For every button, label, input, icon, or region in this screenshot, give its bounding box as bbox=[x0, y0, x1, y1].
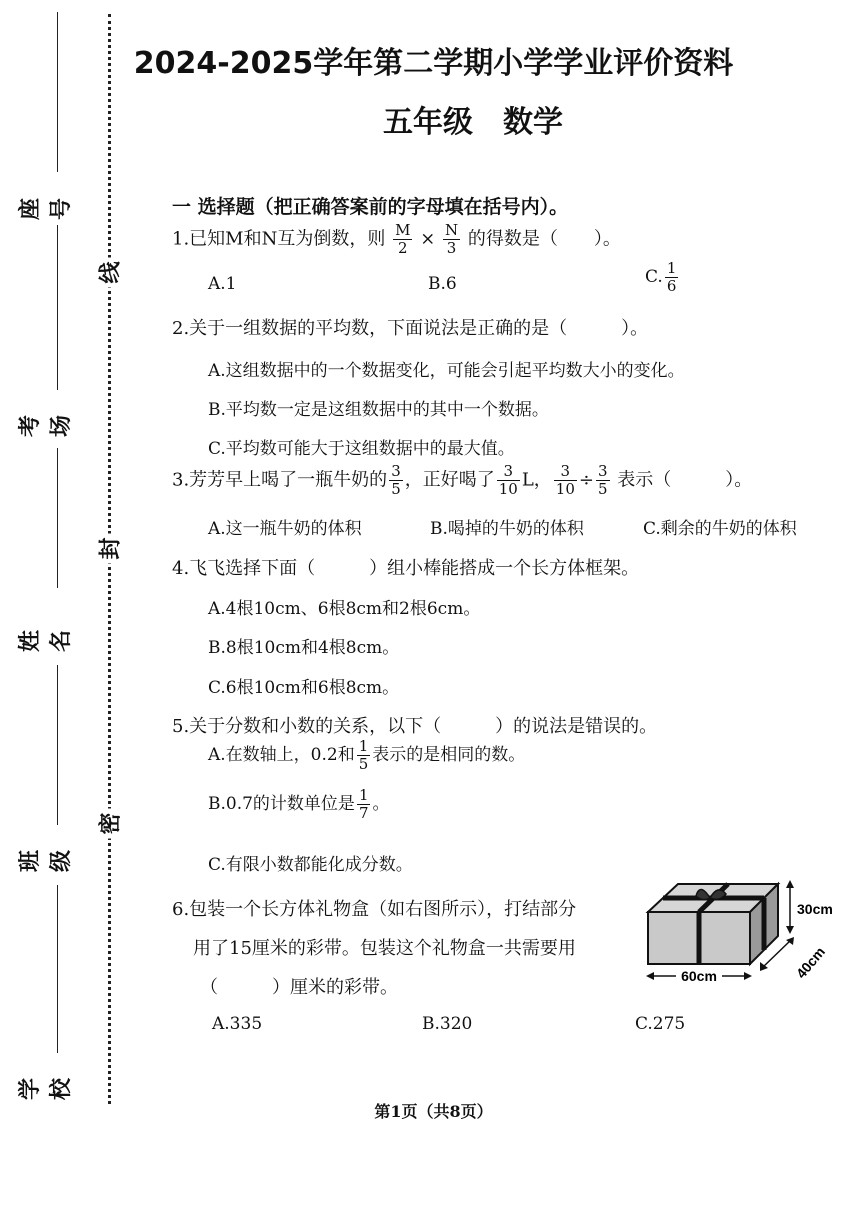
q4-option-b: B.8根10cm和4根8cm。 bbox=[208, 638, 400, 658]
q6-option-b: B.320 bbox=[422, 1014, 473, 1034]
q3-f4-num: 3 bbox=[597, 462, 608, 480]
margin-line-5 bbox=[57, 885, 58, 1053]
q3-f3-num: 3 bbox=[554, 463, 577, 481]
q3-option-c: C.剩余的牛奶的体积 bbox=[643, 519, 797, 539]
q3-f1-den: 5 bbox=[391, 480, 401, 498]
question-5: 5.关于分数和小数的关系，以下（ ）的说法是错误的。 bbox=[172, 716, 658, 737]
height-arrow-top bbox=[786, 880, 794, 888]
q1-fraction-m-over-2 bbox=[393, 222, 412, 257]
q3-mid1: ，正好喝了 bbox=[404, 469, 495, 491]
exam-room-label: 考场 bbox=[17, 415, 74, 438]
q3-f3-den: 10 bbox=[555, 480, 575, 498]
school-label: 学校 bbox=[17, 1078, 74, 1101]
q1-times-sign: × bbox=[420, 228, 436, 250]
q3-mid2: L， bbox=[521, 469, 552, 491]
q3-f4-den: 5 bbox=[597, 480, 608, 498]
q1-optc-den: 6 bbox=[666, 277, 677, 295]
q3-divide-sign: ÷ bbox=[578, 469, 594, 491]
q5-option-c: C.有限小数都能化成分数。 bbox=[208, 855, 413, 875]
q3-f1-num: 3 bbox=[391, 462, 401, 480]
question-4: 4.飞飞选择下面（ ）组小棒能搭成一个长方体框架。 bbox=[172, 558, 640, 579]
q3-option-a: A.这一瓶牛奶的体积 bbox=[208, 519, 362, 539]
q1-prefix: 1.已知M和N互为倒数，则 bbox=[172, 228, 386, 250]
q5-optb-suffix: 。 bbox=[372, 794, 390, 814]
question-3 bbox=[172, 463, 752, 498]
margin-line-2 bbox=[57, 225, 58, 390]
q1-optc-num: 1 bbox=[666, 259, 677, 277]
q1-suffix: 的得数是（ ）。 bbox=[467, 228, 621, 250]
exam-title: 2024-2025学年第二学期小学学业评价资料 bbox=[133, 46, 734, 81]
seal-char-seal: 封 bbox=[94, 534, 125, 564]
question-2: 2.关于一组数据的平均数，下面说法是正确的是（ ）。 bbox=[172, 318, 649, 339]
width-arrow-left bbox=[646, 972, 654, 980]
q1-optc-fraction bbox=[665, 260, 679, 295]
q1-optc-label: C. bbox=[645, 267, 663, 287]
q5-option-b bbox=[208, 787, 389, 822]
q5-optb-num: 1 bbox=[358, 786, 369, 804]
q5-optb-den: 7 bbox=[358, 804, 369, 822]
grade-label: 五年级 bbox=[383, 105, 473, 140]
question-6-line-2: 用了15厘米的彩带。包装这个礼物盒一共需要用 bbox=[193, 938, 576, 959]
q1-f1-den: 2 bbox=[398, 239, 408, 257]
page-footer: 第1页（共8页） bbox=[374, 1102, 493, 1121]
q2-option-c: C.平均数可能大于这组数据中的最大值。 bbox=[208, 439, 515, 459]
q5-optb-fraction bbox=[357, 787, 371, 822]
q4-option-c: C.6根10cm和6根8cm。 bbox=[208, 678, 400, 698]
seat-number-label: 座号 bbox=[17, 198, 74, 221]
q3-f2-den: 10 bbox=[498, 480, 518, 498]
q5-optb-prefix: B.0.7的计数单位是 bbox=[208, 794, 355, 814]
q3-fraction-4 bbox=[596, 463, 610, 498]
q3-f2-num: 3 bbox=[497, 463, 520, 481]
q3-prefix: 3.芳芳早上喝了一瓶牛奶的 bbox=[172, 469, 388, 491]
depth-label: 40cm bbox=[792, 943, 829, 982]
margin-line-3 bbox=[57, 448, 58, 588]
subject-label: 数学 bbox=[503, 105, 563, 140]
width-arrow-right bbox=[744, 972, 752, 980]
q2-option-b: B.平均数一定是这组数据中的其中一个数据。 bbox=[208, 400, 549, 420]
q2-option-a: A.这组数据中的一个数据变化，可能会引起平均数大小的变化。 bbox=[208, 361, 685, 381]
q1-option-a: A.1 bbox=[208, 274, 237, 294]
q5-opta-prefix: A.在数轴上，0.2和 bbox=[208, 745, 355, 765]
q6-option-c: C.275 bbox=[635, 1014, 686, 1034]
q5-opta-fraction bbox=[357, 738, 371, 773]
height-arrow-bottom bbox=[786, 926, 794, 934]
q5-opta-num: 1 bbox=[358, 737, 369, 755]
q3-fraction-3 bbox=[554, 463, 577, 498]
height-label: 30cm bbox=[797, 901, 833, 917]
q5-opta-suffix: 表示的是相同的数。 bbox=[372, 745, 526, 765]
q1-option-b: B.6 bbox=[428, 274, 457, 294]
name-label: 姓名 bbox=[17, 630, 74, 653]
q1-f1-num: M bbox=[395, 221, 411, 239]
margin-line-4 bbox=[57, 665, 58, 825]
q3-option-b: B.喝掉的牛奶的体积 bbox=[430, 519, 584, 539]
width-label: 60cm bbox=[681, 968, 717, 984]
q5-option-a bbox=[208, 738, 525, 773]
seal-char-line: 线 bbox=[94, 258, 125, 288]
q6-option-a: A.335 bbox=[212, 1014, 263, 1034]
q5-opta-den: 5 bbox=[358, 755, 369, 773]
q1-fraction-n-over-3 bbox=[443, 222, 460, 257]
q3-fraction-2 bbox=[497, 463, 520, 498]
seal-char-secret: 密 bbox=[94, 809, 125, 839]
q3-suffix: 表示（ ）。 bbox=[617, 469, 753, 491]
q1-f2-num: N bbox=[445, 221, 459, 239]
question-6-line-1: 6.包装一个长方体礼物盒（如右图所示），打结部分 bbox=[172, 899, 577, 920]
margin-line-1 bbox=[57, 12, 58, 172]
class-label: 班级 bbox=[17, 850, 74, 873]
section-heading: 一 选择题（把正确答案前的字母填在括号内）。 bbox=[172, 196, 569, 218]
question-1 bbox=[172, 222, 621, 257]
gift-box-figure bbox=[640, 872, 855, 997]
q3-fraction-1 bbox=[389, 463, 403, 498]
question-6-line-3: （ ）厘米的彩带。 bbox=[200, 977, 398, 998]
q4-option-a: A.4根10cm、6根8cm和2根6cm。 bbox=[208, 599, 481, 619]
q1-option-c bbox=[645, 260, 680, 295]
q1-f2-den: 3 bbox=[446, 239, 457, 257]
